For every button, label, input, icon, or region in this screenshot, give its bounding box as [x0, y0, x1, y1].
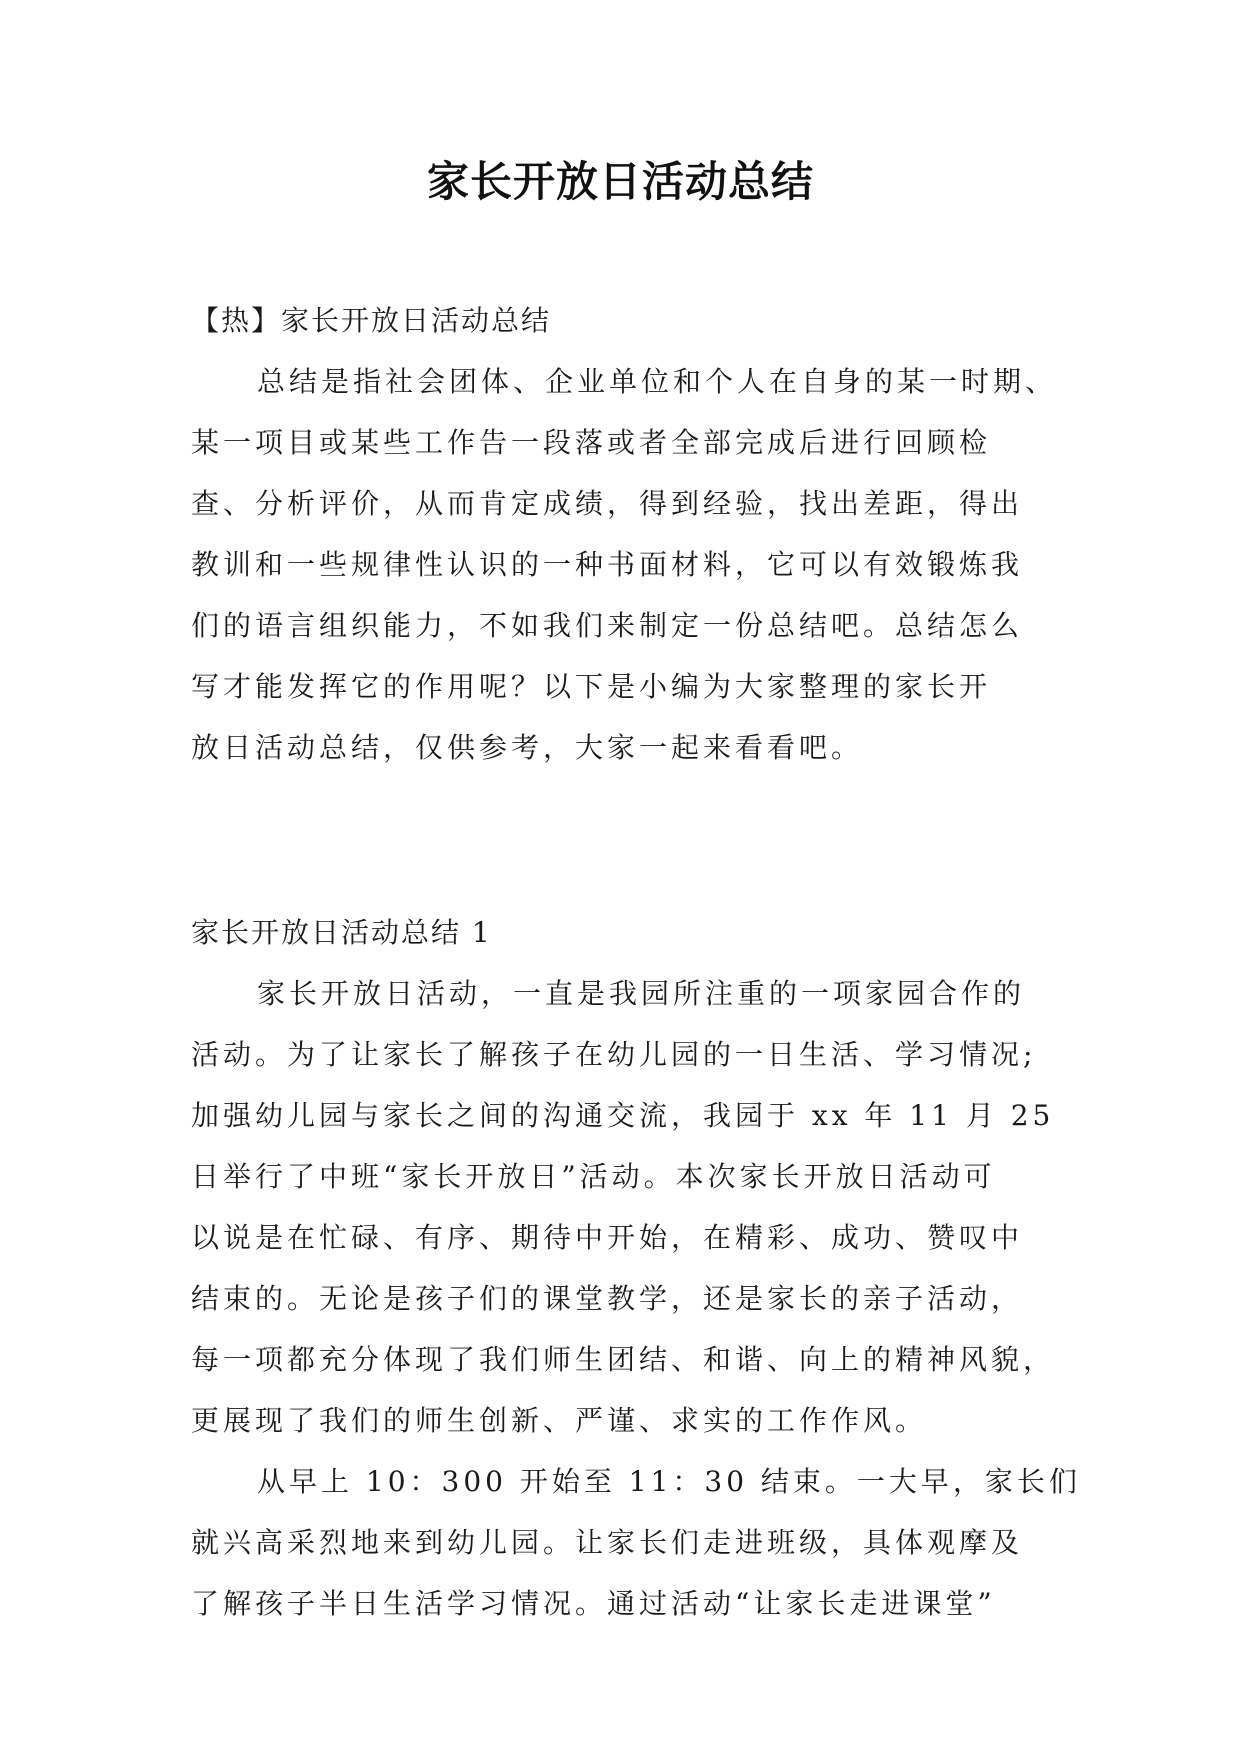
intro-line: 放日活动总结，仅供参考，大家一起来看看吧。: [191, 731, 864, 764]
section-1-line: 日举行了中班“家长开放日”活动。本次家长开放日活动可: [191, 1160, 996, 1193]
section-1-line: 加强幼儿园与家长之间的沟通交流，我园于 xx 年 11 月 25: [191, 1099, 1055, 1132]
section-1-heading: 家长开放日活动总结 1: [191, 916, 492, 949]
document-title: 家长开放日活动总结: [426, 157, 814, 206]
section-1-line: 每一项都充分体现了我们师生团结、和谐、向上的精神风貌，: [191, 1343, 1056, 1376]
intro-line: 总结是指社会团体、企业单位和个人在自身的某一时期、: [257, 365, 1058, 398]
section-1-line: 家长开放日活动，一直是我园所注重的一项家园合作的: [257, 977, 1026, 1010]
section-1-line: 了解孩子半日生活学习情况。通过活动“让家长走进课堂”: [191, 1587, 996, 1620]
section-1-line: 从早上 10：300 开始至 11：30 结束。一大早，家长们: [257, 1465, 1081, 1498]
section-1-line: 就兴高采烈地来到幼儿园。让家长们走进班级，具体观摩及: [191, 1526, 1024, 1559]
section-1: [191, 902, 1081, 1634]
intro-heading: 【热】家长开放日活动总结: [191, 304, 552, 337]
intro-line: 写才能发挥它的作用呢？以下是小编为大家整理的家长开: [191, 670, 992, 703]
section-1-line: 更展现了我们的师生创新、严谨、求实的工作作风。: [191, 1404, 928, 1437]
section-1-line: 活动。为了让家长了解孩子在幼儿园的一日生活、学习情况;: [191, 1038, 1037, 1071]
section-1-line: 以说是在忙碌、有序、期待中开始，在精彩、成功、赞叹中: [191, 1221, 1024, 1254]
intro-line: 们的语言组织能力，不如我们来制定一份总结吧。总结怎么: [191, 609, 1024, 642]
intro-line: 某一项目或某些工作告一段落或者全部完成后进行回顾检: [191, 426, 992, 459]
intro-line: 查、分析评价，从而肯定成绩，得到经验，找出差距，得出: [191, 487, 1024, 520]
section-1-line: 结束的。无论是孩子们的课堂教学，还是家长的亲子活动，: [191, 1282, 1024, 1315]
intro-line: 教训和一些规律性认识的一种书面材料，它可以有效锻炼我: [191, 548, 1024, 581]
intro-section: [191, 290, 1057, 778]
